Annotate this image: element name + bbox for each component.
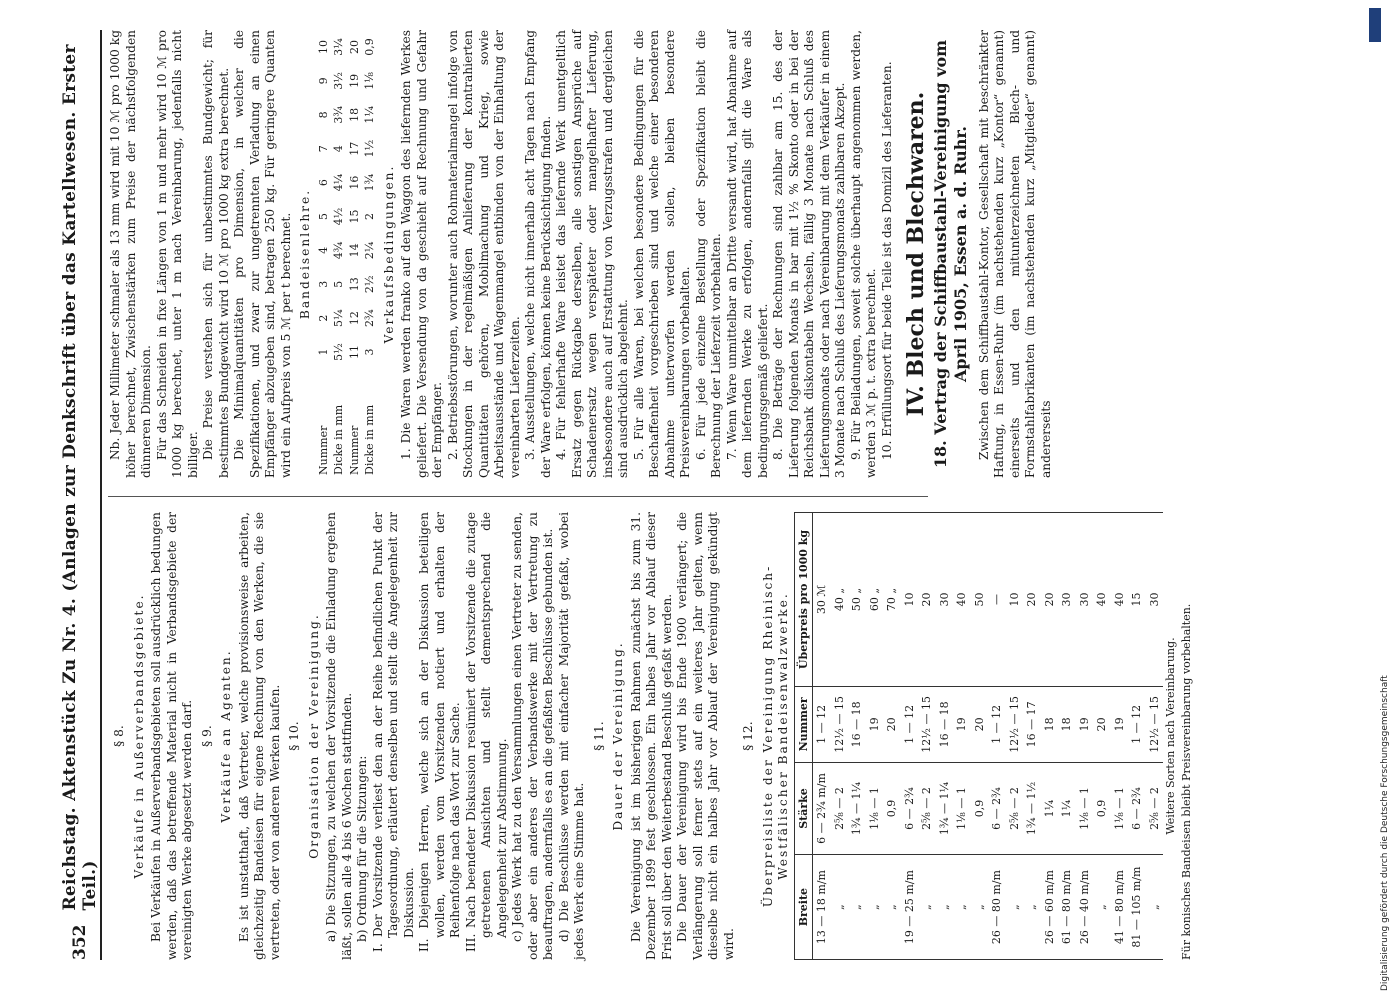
gauge-cell: 7 (316, 145, 330, 153)
price-table-header (794, 513, 813, 960)
gauge-cell: 18 (347, 107, 361, 122)
gauge-cell: 1⅛ (363, 72, 376, 90)
gauge-cell: 4¾ (332, 241, 345, 260)
gauge-cell: 1 (316, 348, 330, 356)
gauge-row (316, 30, 332, 478)
table-cell: — (988, 513, 1006, 687)
table-cell: 60 „ (866, 513, 884, 687)
gauge-row (347, 30, 363, 478)
table-cell: 19 (953, 686, 971, 762)
section-9-title: § 9. (199, 725, 214, 747)
table-note-1: Weitere Sorten nach Vereinbarung. (1164, 637, 1177, 835)
section-11-heading: Dauer der Vereinigung. (611, 641, 625, 831)
table-cell: „ (831, 855, 849, 960)
left-column (108, 512, 1194, 960)
gauge-cell: 4½ (332, 207, 345, 226)
table-row (1128, 513, 1146, 960)
table-cell: 30 (1058, 513, 1076, 687)
condition-3: 3. Ausstellungen, welche nicht innerhalb acht Tagen nach Empfang der Ware erfolgen, können keine Berücksichtigung finden. (523, 30, 553, 478)
gauge-cell: 2¾ (363, 309, 376, 327)
table-cell: „ (883, 855, 901, 960)
section-8-title: § 8. (112, 725, 126, 747)
gauge-cell: 5½ (332, 343, 345, 361)
table-cell: 16 — 18 (936, 686, 954, 762)
table-cell: 10 (1006, 513, 1024, 687)
table-cell: 1 — 12 (1128, 686, 1146, 762)
table-cell: 20 (971, 686, 989, 762)
table-cell: „ (848, 855, 866, 960)
gauge-cell: 1¼ (363, 105, 376, 124)
condition-5: 5. Für alle Waren, bei welchen besondere Bedingungen für die Beschaffenheit vorgeschrieben sind und welche einer besonderen Abnahme unterworfen werden sollen, bleiben besondere Preisvereinbarungen vorbehalten. (631, 30, 692, 478)
table-cell: 13 — 18 m/m (813, 855, 831, 960)
gauge-table (316, 30, 378, 478)
table-row (1076, 513, 1094, 960)
page-number: 352 (70, 924, 90, 960)
table-cell: 20 (883, 686, 901, 762)
gauge-cell: 5¼ (332, 309, 345, 327)
table-row (1146, 513, 1164, 960)
table-cell: 61 — 80 m/m (1058, 855, 1076, 960)
price-table-header-cell: Überpreis pro 1000 kg (794, 513, 813, 687)
table-cell: 1⅛ — 1 (866, 762, 884, 854)
section-10-title: § 10. (287, 721, 301, 751)
table-row (831, 513, 849, 960)
gauge-cell: 2¼ (363, 241, 376, 260)
table-row (1058, 513, 1076, 960)
section-10-b1: I. Der Vorsitzende verliest den an der Reihe befindlichen Punkt der Tagesordnung, erläutert denselben und stellt die Angelegenheit zur Diskussion. (370, 512, 416, 952)
condition-7: 7. Wenn Ware unmittelbar an Dritte versandt wird, hat Abnahme auf dem liefernden Werke zu erfolgen, andernfalls gilt die Ware als bedingungsgemäß geliefert. (724, 30, 770, 478)
gauge-row-label: Dicke in mm (363, 404, 376, 475)
contract-title: 18. Vertrag der Schiffbaustahl-Vereinigung vom April 1905, Essen a. d. Ruhr. (930, 39, 970, 469)
table-cell: „ (1023, 855, 1041, 960)
condition-8: 8. Die Beträge der Rechnungen sind zahlbar am 15. des der Lieferung folgenden Monats in bar mit 1½ % Skonto oder in bei der Reichsbank diskontabeln Wechseln, fällig 3 Monate nach Schluß des Lieferungsmonats oder nach Vereinbarung mit dem Verkäufer in einem 3 Monate nach Schluß des Lieferungsmonats zahlbaren Akzept. (771, 30, 847, 478)
table-cell: 1¾ — 1¼ (848, 762, 866, 854)
table-cell: 20 (1041, 513, 1059, 687)
section-11-title: § 11. (591, 721, 606, 751)
gauge-row (362, 30, 378, 478)
gauge-cell: 11 (347, 345, 361, 360)
note-paragraph: Nb. Jeder Millimeter schmaler als 13 mm wird mit 10 ℳ pro 1000 kg höher berechnet, Zwischenstärken zum Preise der nächstfolgenden dünneren Dimension. (108, 30, 153, 478)
dfg-logo-text: DFG (1380, 20, 1389, 39)
table-cell: 40 „ (831, 513, 849, 687)
contract-text: Zwischen dem Schiffbaustahl-Kontor, Gesellschaft mit beschränkter Haftung, in Essen-Ruhr (im nachstehenden kurz „Kontor“ genannt) einerseits und den mitunterzeichneten Blech- und Formstahlfabrikanten (im nachstehenden kurz „Mitglieder“ genannt) andererseits (976, 30, 1053, 478)
table-cell: 12½ — 15 (831, 686, 849, 762)
table-cell: „ (1006, 855, 1024, 960)
gauge-cell: 17 (347, 141, 361, 156)
gauge-cell: 6 (316, 179, 330, 187)
gauge-cell: 3¾ (332, 105, 345, 124)
cutting-paragraph: Für das Schneiden in fixe Längen von 1 m und mehr wird 10 ℳ pro 1000 kg berechnet, unter 1 m nach Vereinbarung, jedenfalls nicht billiger. (154, 30, 200, 478)
gauge-cell: 5 (316, 212, 330, 220)
condition-4: 4. Für fehlerhafte Ware leistet das liefernde Werk unentgeltlich Ersatz gegen Rückgabe derselben, alle sonstigen Ansprüche auf Schadenersatz wegen verspäteter oder mangelhafter Lieferung, insbesondere auch auf Erstattung von Verzugsstrafen und dergleichen sind ausdrücklich abgelehnt. (554, 30, 630, 478)
table-cell: 2⅝ — 2 (1006, 762, 1024, 854)
price-table (794, 512, 1164, 960)
table-row (848, 513, 866, 960)
table-row (953, 513, 971, 960)
table-cell: 41 — 80 m/m (1111, 855, 1129, 960)
gauge-cell: 8 (316, 111, 330, 119)
prices-paragraph: Die Preise verstehen sich für unbestimmtes Bundgewicht; für bestimmtes Bundgewicht wird 10 ℳ pro 1000 kg extra berechnet. (201, 30, 231, 478)
section-9-heading: Verkäufe an Agenten. (219, 649, 233, 823)
dfg-logo (1369, 8, 1389, 42)
table-cell: 70 „ (883, 513, 901, 687)
table-cell: 1⅛ — 1 (953, 762, 971, 854)
table-row (813, 513, 831, 960)
table-cell: 30 (936, 513, 954, 687)
table-cell: 20 (1023, 513, 1041, 687)
table-cell: 1⅛ — 1 (1076, 762, 1094, 854)
section-10-a: a) Die Sitzungen, zu welchen der Vorsitzende die Einladung ergehen läßt, sollen alle 4 bis 6 Wochen stattfinden. (324, 512, 354, 960)
minimum-paragraph: Die Minimalquantitäten pro Dimension, in welcher die Spezifikationen, und zwar zur ungetrennten Verladung an einen Empfänger abzugeben sind, betragen 250 kg. Für geringere Quanten wird ein Aufpreis von 5 ℳ per t berechnet. (232, 30, 293, 478)
gauge-cell: 5 (332, 280, 345, 288)
rotated-page (60, 30, 1300, 960)
table-cell: 0,9 (971, 762, 989, 854)
table-row (1041, 513, 1059, 960)
table-row (1111, 513, 1129, 960)
table-cell: „ (1146, 855, 1164, 960)
table-row (988, 513, 1006, 960)
table-cell: 2⅝ — 2 (1146, 762, 1164, 854)
gauge-cell: 19 (347, 73, 361, 88)
table-row (918, 513, 936, 960)
table-cell: 6 — 2¾ (988, 762, 1006, 854)
gauge-row-label: Dicke in mm (332, 404, 345, 475)
running-title: Reichstag. Aktenstück Zu Nr. 4. (Anlagen zur Denkschrift über das Kartellwesen. Erster Teil.) (60, 44, 100, 911)
gauge-cell: 1½ (363, 139, 376, 158)
gauge-cell: 9 (316, 77, 330, 85)
table-cell: 26 — 60 m/m (1041, 855, 1059, 960)
gauge-cell: 3½ (332, 72, 345, 90)
table-cell: 0,9 (1093, 762, 1111, 854)
condition-2: 2. Betriebsstörungen, worunter auch Rohmaterialmangel infolge von Stockungen in der regelmäßigen Anlieferung der kontrahierten Quantitäten gehören, Mobilmachung und Krieg, sowie Arbeitsausstände und Wagenmangel entbinden von der Einhaltung der vereinbarten Lieferzeiten. (445, 30, 522, 478)
table-cell: 30 ℳ (813, 513, 831, 687)
table-row (971, 513, 989, 960)
section-8-text: Bei Verkäufen in Außerverbandsgebieten soll ausdrücklich bedungen werden, daß das betreffende Material nicht in Verbandsgebiete der vereinigten Werke abgesetzt werden darf. (149, 512, 194, 960)
gauge-cell: 12 (347, 311, 361, 326)
gauge-cell: 4¼ (332, 173, 345, 192)
table-row (1093, 513, 1111, 960)
table-row (1023, 513, 1041, 960)
table-cell: 1 — 12 (988, 686, 1006, 762)
table-cell: 12½ — 15 (918, 686, 936, 762)
section-12-title: § 12. (741, 721, 755, 751)
table-cell: 1 — 12 (813, 686, 831, 762)
gauge-cell: 2 (316, 314, 330, 322)
gauge-cell: 0,9 (363, 38, 376, 56)
table-cell: 19 (1111, 686, 1129, 762)
table-cell: 19 — 25 m/m (901, 855, 919, 960)
section-11-p1: Die Vereinigung ist im bisherigen Rahmen zunächst bis zum 31. Dezember 1899 fest geschlossen. Ein halbes Jahr vor Ablauf dieser Frist soll über den Weiterbestand Beschluß gefaßt werden. (628, 512, 674, 960)
table-cell: 50 (971, 513, 989, 687)
table-cell: 1⅛ — 1 (1111, 762, 1129, 854)
table-cell: 50 „ (848, 513, 866, 687)
table-cell: 10 (901, 513, 919, 687)
section-8-heading: Verkäufe in Außerverbandsgebiete. (131, 593, 146, 879)
table-row (936, 513, 954, 960)
table-cell: 12½ — 15 (1146, 686, 1164, 762)
gauge-row-label: Nummer (347, 425, 361, 475)
table-row (1006, 513, 1024, 960)
table-cell: „ (866, 855, 884, 960)
section-10-c: c) Jedes Werk hat zu den Versammlungen einen Vertreter zu senden, oder aber ein anderes der Verbandswerke mit der Vertretung zu beauftragen, andernfalls es an die gefaßten Beschlüsse gebunden ist. (510, 512, 555, 960)
table-cell: 16 — 18 (848, 686, 866, 762)
condition-1: 1. Die Waren werden franko auf den Waggon des liefernden Werkes geliefert. Die Versendung von da geschieht auf Rechnung und Gefahr der Empfänger. (399, 30, 444, 478)
section-10-b2: II. Diejenigen Herren, welche sich an der Diskussion beteiligen wollen, werden vom Vorsitzenden notiert und erhalten der Reihenfolge nach das Wort zur Sache. (417, 512, 462, 952)
table-cell: 1¼ (1058, 762, 1076, 854)
table-cell: 81 — 105 m/m (1128, 855, 1146, 960)
gauge-cell: 3¼ (332, 38, 345, 56)
gauge-cell: 2 (363, 212, 376, 220)
table-cell: 2⅝ — 2 (831, 762, 849, 854)
price-table-header-cell: Stärke (794, 762, 813, 854)
table-cell: 30 (1146, 513, 1164, 687)
table-cell: 18 (1058, 686, 1076, 762)
table-cell: 20 (918, 513, 936, 687)
table-cell: „ (971, 855, 989, 960)
chapter-heading: IV. Blech und Blechwaren. (903, 91, 929, 417)
gauge-cell: 3 (363, 348, 376, 356)
table-row (901, 513, 919, 960)
table-row (883, 513, 901, 960)
table-note-2: Für konisches Bandeisen bleibt Preisvereinbarung vorbehalten. (1179, 603, 1193, 960)
conditions-heading: Verkaufsbedingungen. (381, 164, 396, 344)
gauge-cell: 14 (347, 243, 361, 258)
table-row (866, 513, 884, 960)
table-cell: 6 — 2¾ (901, 762, 919, 854)
gauge-heading: Bandeisenlehre. (298, 188, 312, 320)
gauge-cell: 1¾ (363, 173, 376, 192)
table-cell: 18 (1041, 686, 1059, 762)
table-cell: 12½ — 15 (1006, 686, 1024, 762)
gauge-row-label: Nummer (316, 425, 330, 475)
table-cell: 6 — 2¾ (1128, 762, 1146, 854)
table-cell: 26 — 40 m/m (1076, 855, 1094, 960)
table-cell: 2⅝ — 2 (918, 762, 936, 854)
table-cell: 0,9 (883, 762, 901, 854)
gauge-cell: 10 (316, 39, 330, 54)
gauge-table-body (316, 30, 378, 478)
section-10-b: b) Ordnung für die Sitzungen: (355, 755, 369, 942)
credit-text: Digitalisierung gefördert durch die Deutsche Forschungsgemeinschaft (1380, 675, 1390, 991)
price-table-header-cell: Breite (794, 855, 813, 960)
gauge-row (331, 30, 347, 478)
section-10-b3: III. Nach beendeter Diskussion resümiert der Vorsitzende die zutage getretenen Ansichten und stellt dementsprechend die Angelegenheit zur Abstimmung. (463, 512, 509, 952)
price-table-header-cell: Nummer (794, 686, 813, 762)
right-column (108, 30, 1054, 478)
gauge-cell: 4 (316, 246, 330, 254)
table-cell: 20 (1093, 686, 1111, 762)
table-cell: 40 (953, 513, 971, 687)
table-cell: 26 — 80 m/m (988, 855, 1006, 960)
condition-10: 10. Erfüllungsort für beide Teile ist das Domizil des Lieferanten. (879, 61, 894, 460)
table-cell: „ (936, 855, 954, 960)
table-cell: „ (953, 855, 971, 960)
table-cell: 6 — 2¾ m/m (813, 762, 831, 854)
table-cell: 40 (1111, 513, 1129, 687)
gauge-cell: 15 (347, 209, 361, 224)
section-11-p2: Die Dauer der Vereinigung wird bis Ende 1900 verlängert; die Verlängerung soll ferner stets auf ein weiteres Jahr gelten, wenn dieselbe nicht ein halbes Jahr vor Ablauf der Vereinigung gekündigt wird. (675, 512, 736, 960)
section-10-d: d) Die Beschlüsse werden mit einfacher Majorität gefaßt, wobei jedes Werk eine Stimme hat. (556, 512, 586, 960)
gauge-cell: 3 (316, 280, 330, 288)
table-cell: 19 (1076, 686, 1094, 762)
gauge-cell: 2½ (363, 275, 376, 294)
table-cell: „ (918, 855, 936, 960)
table-cell: 19 (866, 686, 884, 762)
column-divider (108, 496, 928, 497)
section-9-text: Es ist unstatthaft, daß Vertreter, welche provisionsweise arbeiten, gleichzeitig Bandeisen für eigene Rechnung von den Werken, die sie vertreten, oder von anderen Werken kaufen. (236, 512, 282, 960)
gauge-cell: 13 (347, 277, 361, 292)
table-cell: 1¾ — 1¼ (936, 762, 954, 854)
table-cell: 30 (1076, 513, 1094, 687)
table-cell: 1 — 12 (901, 686, 919, 762)
table-cell: 16 — 17 (1023, 686, 1041, 762)
price-table-body (813, 513, 1164, 960)
section-10-heading: Organisation der Vereinigung. (306, 613, 321, 859)
table-cell: 1¼ (1041, 762, 1059, 854)
table-cell: 40 (1093, 513, 1111, 687)
table-cell: 15 (1128, 513, 1146, 687)
page-header (60, 30, 102, 960)
section-12-heading: Überpreisliste der Vereinigung Rheinisch-Westfälischer Bandeisenwalzwerke. (760, 564, 790, 908)
gauge-cell: 20 (347, 39, 361, 54)
table-cell: „ (1093, 855, 1111, 960)
condition-9: 9. Für Beiladungen, soweit solche überhaupt angenommen werden, werden 3 ℳ p. t. extra berechnet. (848, 30, 878, 478)
condition-6: 6. Für jede einzelne Bestellung oder Spezifikation bleibt die Berechnung der Lieferzeit vorbehalten. (693, 30, 723, 478)
table-cell: 1¾ — 1½ (1023, 762, 1041, 854)
gauge-cell: 4 (332, 145, 345, 153)
gauge-cell: 16 (347, 175, 361, 190)
